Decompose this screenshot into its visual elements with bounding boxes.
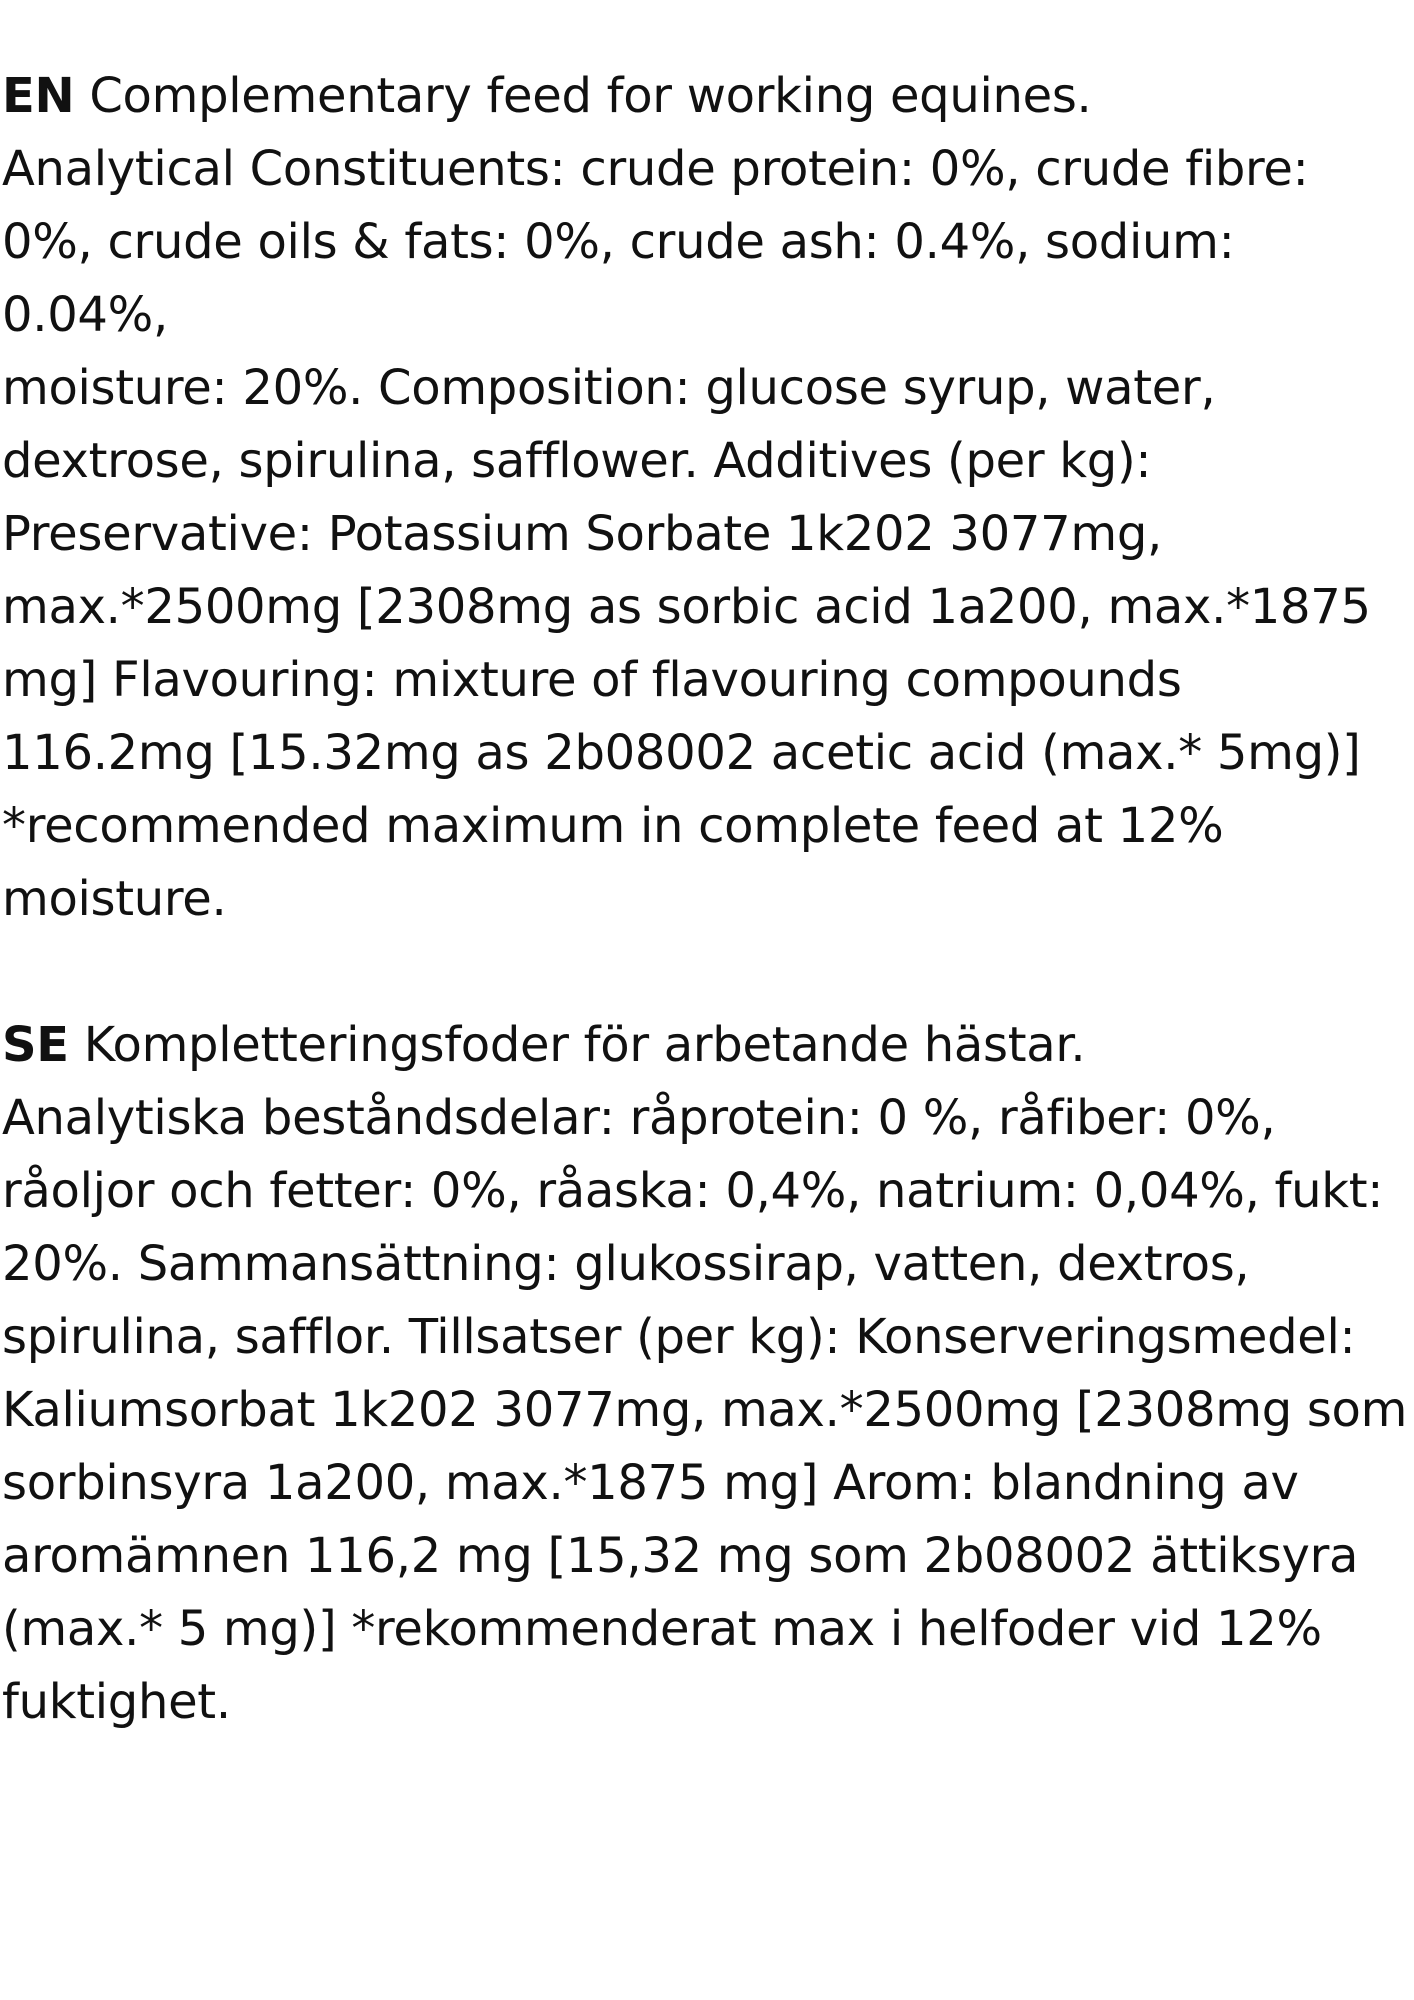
swedish-section	[0, 1009, 1414, 1739]
se-line-9: (max.* 5 mg)] *rekommenderat max i helfoder vid 12%	[2, 1601, 1322, 1657]
se-line-10: fuktighet.	[2, 1674, 231, 1730]
language-code-se: SE	[2, 1017, 69, 1073]
se-line-6: Kaliumsorbat 1k202 3077mg, max.*2500mg [2308mg som	[2, 1382, 1408, 1438]
en-line-3: 0%, crude oils & fats: 0%, crude ash: 0.4%, sodium: 0.04%,	[2, 214, 1235, 343]
en-line-6: Preservative: Potassium Sorbate 1k202 3077mg,	[2, 506, 1162, 562]
english-section	[0, 60, 1414, 936]
en-line-5: dextrose, spirulina, safflower. Additives (per kg):	[2, 433, 1152, 489]
en-line-11: moisture.	[2, 871, 227, 927]
en-line-8: mg] Flavouring: mixture of flavouring compounds	[2, 652, 1182, 708]
se-line-5: spirulina, safflor. Tillsatser (per kg): Konserveringsmedel:	[2, 1309, 1356, 1365]
se-line-2: Analytiska beståndsdelar: råprotein: 0 %, råfiber: 0%,	[2, 1090, 1276, 1146]
se-line-8: aromämnen 116,2 mg [15,32 mg som 2b08002 ättiksyra	[2, 1528, 1359, 1584]
en-line-1: Complementary feed for working equines.	[74, 68, 1092, 124]
en-line-10: *recommended maximum in complete feed at 12%	[2, 798, 1224, 854]
en-line-4: moisture: 20%. Composition: glucose syrup, water,	[2, 360, 1216, 416]
se-line-7: sorbinsyra 1a200, max.*1875 mg] Arom: blandning av	[2, 1455, 1299, 1511]
se-line-1: Kompletteringsfoder för arbetande hästar.	[68, 1017, 1086, 1073]
language-code-en: EN	[2, 68, 75, 124]
en-line-2: Analytical Constituents: crude protein: 0%, crude fibre:	[2, 141, 1309, 197]
en-line-7: max.*2500mg [2308mg as sorbic acid 1a200, max.*1875	[2, 579, 1371, 635]
label-document	[0, 60, 1414, 1739]
se-line-3: råoljor och fetter: 0%, råaska: 0,4%, natrium: 0,04%, fukt:	[2, 1163, 1384, 1219]
en-line-9: 116.2mg [15.32mg as 2b08002 acetic acid (max.* 5mg)]	[2, 725, 1361, 781]
se-line-4: 20%. Sammansättning: glukossirap, vatten, dextros,	[2, 1236, 1250, 1292]
